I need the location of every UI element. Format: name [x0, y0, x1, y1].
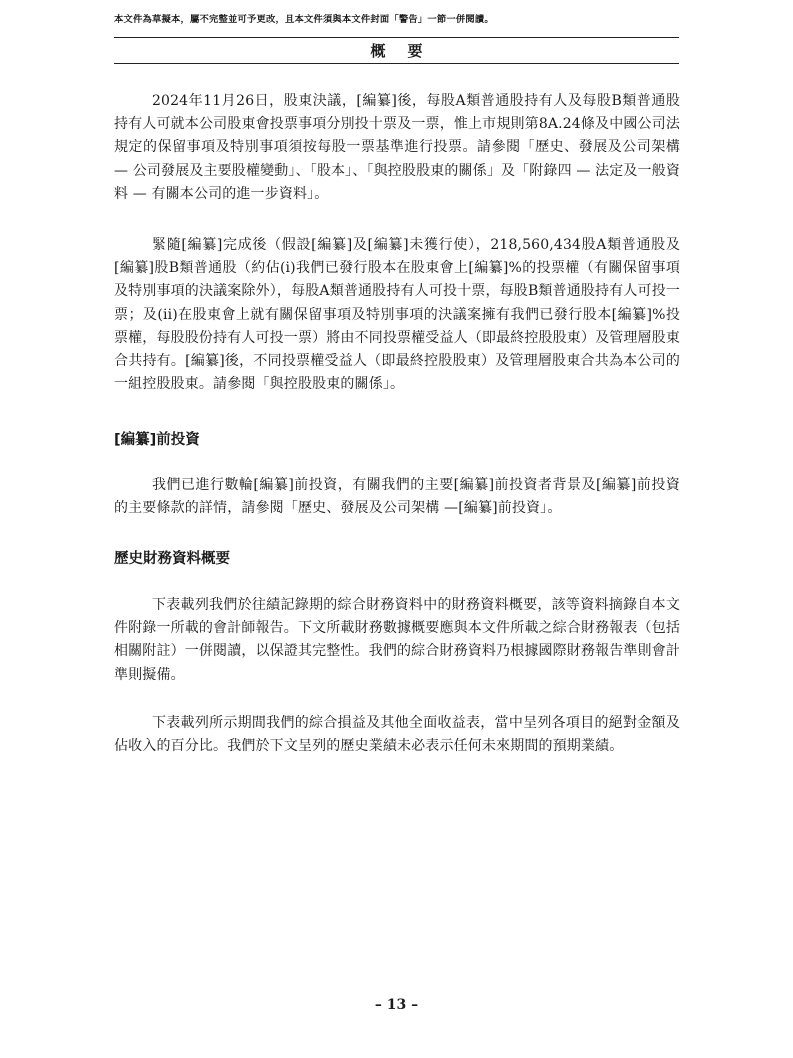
heading-financial-summary: 歷史財務資料概要 [114, 551, 230, 567]
draft-disclaimer: 本文件為草擬本，屬不完整並可予更改，且本文件須與本文件封面「警告」一節一併閱讀。 [114, 14, 494, 25]
header-rule-bottom [114, 63, 679, 64]
paragraph-financial-summary: 下表載列我們於往績記錄期的綜合財務資料中的財務資料概要，該等資料摘錄自本文件附錄一所載的會計師報告。下文所載財務數據概要應與本文件所載之綜合財務報表（包括相關附註）一併閱讀，以保證其完整性。我們的綜合財務資料乃根據國際財務報告準則會計準則擬備。 [114, 597, 680, 683]
paragraph-controlling-shareholders: 緊隨[編纂]完成後（假設[編纂]及[編纂]未獲行使），218,560,434股A類普通股及[編纂]股B類普通股（約佔(i)我們已發行股本在股東會上[編纂]%的投票權（有關保留事項及特別事項的決議案除外），每股A類普通股持有人可投十票，每股B類普通股持有人可投一票；及(ii)在股東會上就有關保留事項及特別事項的決議案擁有我們已發行股本[編纂]%投票權，每股股份持有人可投一票）將由不同投票權受益人（即最終控股股東）及管理層股東合共持有。[編纂]後，不同投票權受益人（即最終控股股東）及管理層股東合共為本公司的一組控股股東。請參閱「與控股股東的關係」。 [114, 237, 680, 393]
section-title: 概要 [370, 42, 445, 60]
heading-pre-ipo-investment: [編纂]前投資 [114, 432, 200, 448]
paragraph-income-statement-intro: 下表載列所示期間我們的綜合損益及其他全面收益表，當中呈列各項目的絕對金額及佔收入的百分比。我們於下文呈列的歷史業績未必表示任何未來期間的預期業績。 [114, 715, 680, 755]
header-rule-top [114, 37, 679, 38]
page-number: – 13 – [374, 997, 419, 1013]
paragraph-pre-ipo-investment: 我們已進行數輪[編纂]前投資，有關我們的主要[編纂]前投資者背景及[編纂]前投資的主要條款的詳情，請參閱「歷史、發展及公司架構 —[編纂]前投資」。 [114, 477, 680, 517]
paragraph-voting-rights: 2024年11月26日，股東決議，[編纂]後，每股A類普通股持有人及每股B類普通股持有人可就本公司股東會投票事項分別投十票及一票，惟上市規則第8A.24條及中國公司法規定的保留事項及特別事項須按每股一票基準進行投票。請參閱「歷史、發展及公司架構 — 公司發展及主要股權變動」、「股本」、「與控股股東的關係」及「附錄四 — 法定及一般資料 — 有關本公司的進一步資料」。 [114, 93, 680, 202]
